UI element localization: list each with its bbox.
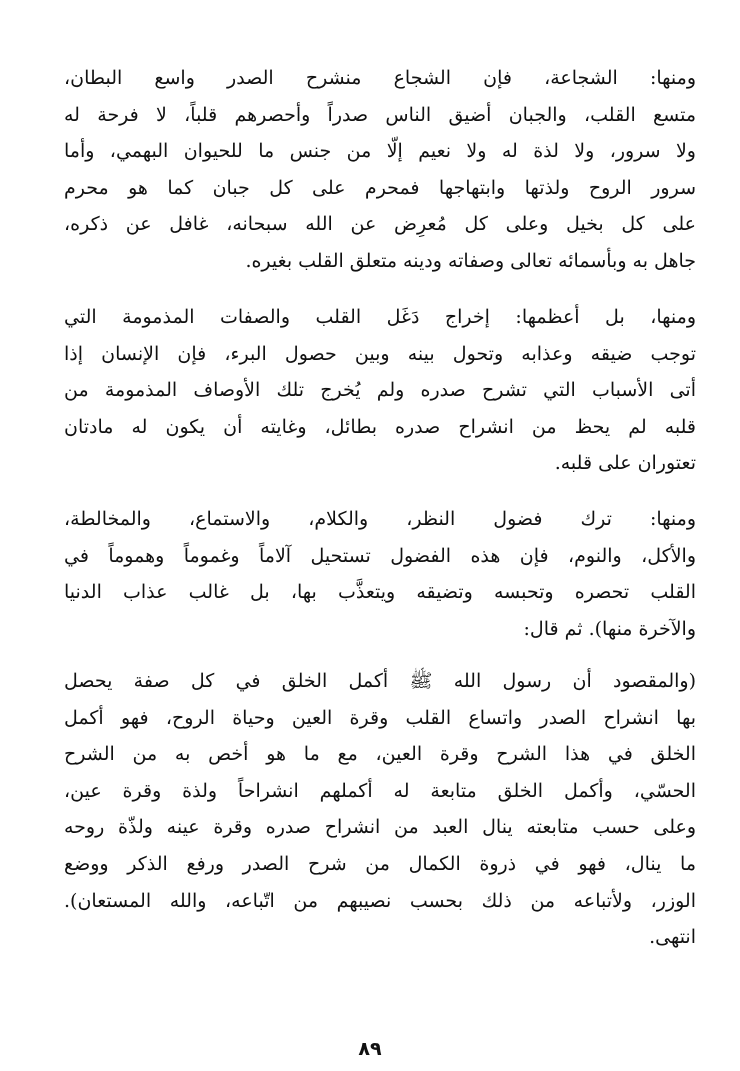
text-line: توجب ضيقه وعذابه وتحول بينه وبين حصول البرء، فإن الإنسان إذا [64, 342, 696, 365]
page-number: ٨٩ [358, 1038, 382, 1060]
text-line: أتى الأسباب التي تشرح صدره ولم يُخرج تلك الأوصاف المذمومة من [64, 379, 696, 402]
text-line: القلب تحصره وتحبسه وتضيقه ويتعذَّب بها، بل غالب عذاب الدنيا [64, 581, 696, 604]
text-line: والأكل، والنوم، فإن هذه الفضول تستحيل آلاماً وغموماً وهموماً في [64, 544, 696, 567]
text-line: والآخرة منها). ثم قال: [523, 617, 696, 640]
text-line: بها انشراح الصدر واتساع القلب وقرة العين وحياة الروح، فهو أكمل [64, 706, 696, 729]
text-line: انتهى. [649, 926, 696, 949]
text-line: جاهل به وبأسمائه تعالى وصفاته ودينه متعلق القلب بغيره. [245, 249, 696, 272]
text-line: الحسّي، وأكمل الخلق متابعة له أكملهم انشراحاً ولذة وقرة عين، [64, 779, 696, 802]
text-line: تعتوران على قلبه. [554, 452, 696, 475]
text-line: (والمقصود أن رسول الله ﷺ أكمل الخلق في كل صفة يحصل [64, 670, 696, 692]
text-line: ومنها: ترك فضول النظر، والكلام، والاستماع، والمخالطة، [64, 508, 696, 530]
text-line: الوزر، ولأتباعه من ذلك بحسب نصيبهم من اتّباعه، والله المستعان). [64, 889, 696, 912]
paragraph-removing-heart-defects [64, 299, 696, 482]
text-line: الخلق في هذا الشرح وقرة العين، مع ما هو أخص به من الشرح [64, 743, 696, 766]
paragraph-courage [64, 60, 696, 280]
book-page [0, 52, 740, 1071]
text-line: ولا سرور، ولا لذة له ولا نعيم إلّا من جنس ما للحيوان البهمي، وأما [64, 140, 696, 163]
text-line: قلبه لم يحظ من انشراح صدره بطائل، وغايته أن يكون له مادتان [64, 415, 696, 438]
paragraph-leaving-excess [64, 501, 696, 647]
text-line: ومنها، بل أعظمها: إخراج دَغَل القلب والصفات المذمومة التي [64, 306, 696, 328]
text-line: متسع القلب، والجبان أضيق الناس صدراً وأحصرهم قلباً، لا فرحة له [64, 103, 696, 126]
text-line: على كل بخيل وعلى كل مُعرِض عن الله سبحانه، غافل عن ذكره، [64, 213, 696, 236]
text-line: ما ينال، فهو في ذروة الكمال من شرح الصدر ورفع الذكر ووضع [64, 852, 696, 875]
text-line: وعلى حسب متابعته ينال العبد من انشراح صدره وقرة عينه ولذّة روحه [64, 816, 696, 839]
text-line: سرور الروح ولذتها وابتهاجها فمحرم على كل جبان كما هو محرم [64, 176, 696, 199]
text-line: ومنها: الشجاعة، فإن الشجاع منشرح الصدر واسع البطان، [64, 67, 696, 89]
paragraph-quotation [64, 663, 696, 956]
